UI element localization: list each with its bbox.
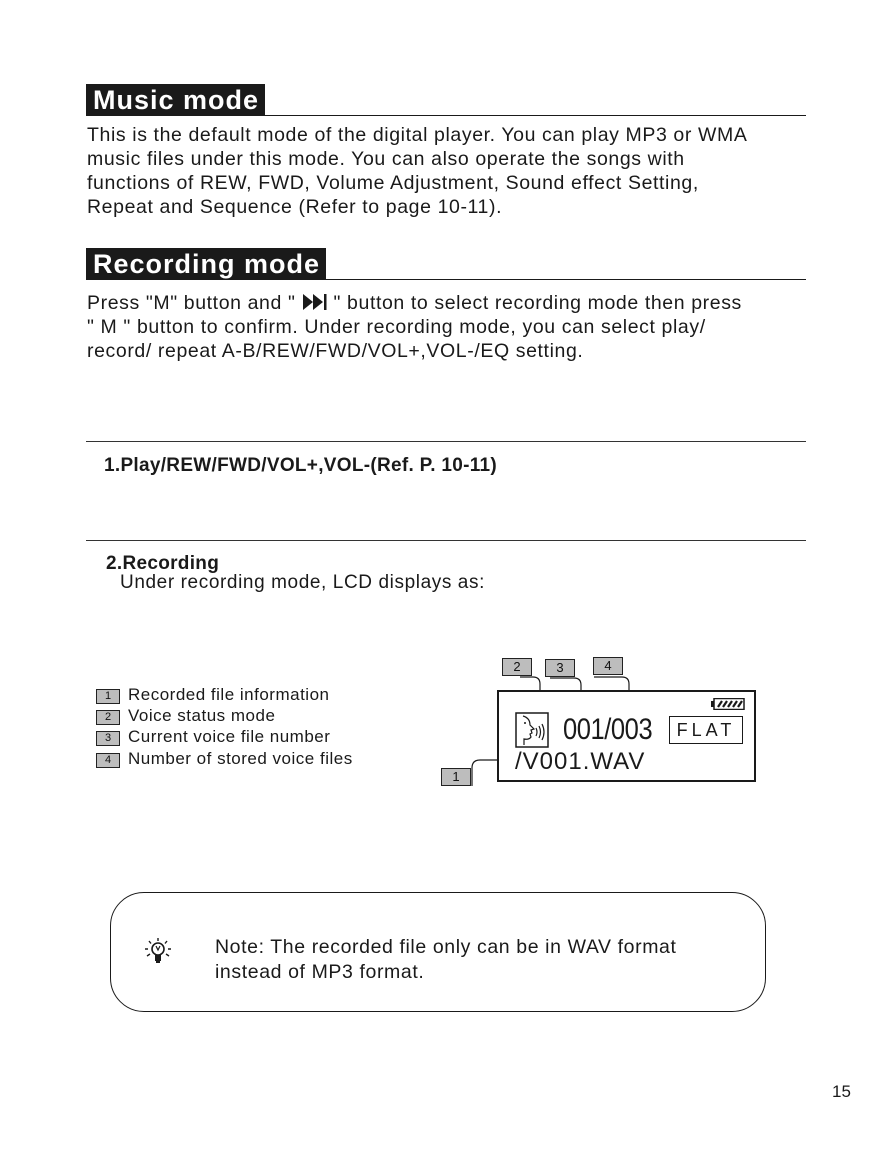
legend-number: 3 [96,731,120,746]
music-mode-line: This is the default mode of the digital player. You can play MP3 or WMA [87,124,748,146]
recording-mode-line: " M " button to confirm. Under recording mode, you can select play/ [87,316,706,338]
legend-number: 4 [96,753,120,768]
recording-mode-title: Recording mode [86,248,326,280]
item2-text: Under recording mode, LCD displays as: [120,572,485,593]
lcd-display [497,690,756,782]
legend-label: Recorded file information [128,685,330,704]
lcd-eq-mode: FLAT [669,716,743,744]
note-line: Note: The recorded file only can be in WAV format [215,936,677,958]
lightbulb-icon [143,937,173,967]
item1-heading: 1.Play/REW/FWD/VOL+,VOL-(Ref. P. 10-11) [104,455,498,476]
legend-number: 1 [96,689,120,704]
callout-1: 1 [441,768,471,786]
page-number: 15 [832,1082,851,1101]
recording-mode-line: record/ repeat A-B/REW/FWD/VOL+,VOL-/EQ setting. [87,340,584,362]
callout-2: 2 [502,658,532,676]
voice-status-icon [515,712,549,748]
music-mode-line: Repeat and Sequence (Refer to page 10-11). [87,196,503,218]
callout-3: 3 [545,659,575,677]
legend-label: Current voice file number [128,727,331,746]
lcd-file-counter: 001/003 [563,713,653,746]
music-mode-title: Music mode [86,84,265,116]
note-text [215,935,677,985]
legend-label: Number of stored voice files [128,749,353,768]
battery-icon [711,698,745,710]
recording-line1-start: Press "M" button and " [87,292,302,314]
note-line: instead of MP3 format. [215,961,425,983]
legend-number: 2 [96,710,120,725]
music-mode-line: functions of REW, FWD, Volume Adjustment, Sound effect Setting, [87,172,699,194]
item2-heading: 2.Recording [106,553,220,574]
lcd-filename: /V001.WAV [515,748,646,775]
legend-label: Voice status mode [128,706,276,725]
note-box [110,892,766,1012]
recording-line1-end: " button to select recording mode then press [327,292,742,314]
callout-4: 4 [593,657,623,675]
music-mode-line: music files under this mode. You can also operate the songs with [87,148,685,170]
